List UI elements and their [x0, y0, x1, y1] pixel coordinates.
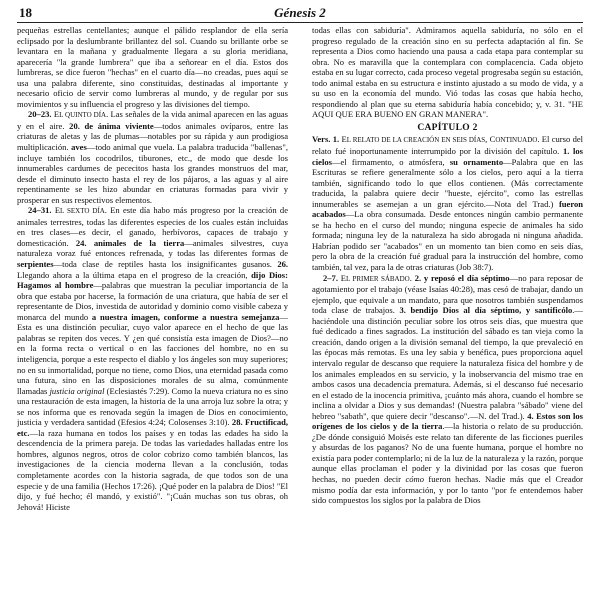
chapter-heading: CAPÍTULO 2	[417, 122, 478, 133]
right-column	[312, 25, 583, 600]
page-number: 18	[19, 5, 32, 20]
paragraph: pequeñas estrellas centellantes; aunque el pálido resplandor de ella sería eclipsado por la deslumbrante brillantez del sol. Cuando su brillante orbe se levantara en la mañana y gradualmente llegara a su gloria meridiana, aparecería "la grande lumbrera" que iba a señorear en el día. Estos dos lumbreras, se dice fueron "hechas" en el cuarto día—no creadas, pues aquí se usa una palabra diferente, sino constituidas, destinadas al importante y necesario oficio de servir como lumbreras al mundo, y de regular por sus movimientos y su influencia el progreso y las divisiones del tiempo.	[17, 25, 288, 109]
paragraph: 20–23. EL QUINTO DÍA. Las señales de la vida animal aparecen en las aguas y en el aire. 20. de ánima viviente—todos animales ovíparos, entre las criaturas de aletas y las de plumas—notables por su rápida y aun prodigiosa multiplicación. aves—todo animal que vuela. La palabra traducida "ballenas", incluye también los cocodrilos, tiburones, etc., de modo que desde los innumerables cardumes de pececitos hasta los grandes monstruos del mar, desde el diminuto insecto hasta el rey de los pájaros, a las aguas y al aire repentinamente se les hizo abundar en criaturas formadas para vivir y prosperar en sus respectivos elementos.	[17, 109, 288, 205]
running-title: Génesis 2	[274, 5, 326, 20]
left-column	[17, 25, 288, 600]
paragraph: 2–7. EL PRIMER SÁBADO. 2. y reposó el día séptimo—no para reposar de agotamiento por el trabajo (véase Isaías 40:28), mas cesó de trabajar, dando un ejemplo, que equivale a un mandato, para que nosotros también suspendamos toda clase de trabajos. 3. bendijo Dios al día séptimo, y santificólo.—haciéndole una distinción peculiar sobre los otros seis días, que muestra que fué dedicado a fines sagrados. La institución del sábado es tan vieja como la creación, dando origen a la división semanal del tiempo, la que prevaleció en las épocas más remotas. Es una ley sabia y benéfica, pues proporciona aquel intervalo regular de descanso que requiere la naturaleza física del hombre y de los animales empleados en su servicio, y la inobservancia del mismo trae en ambos casos una decadencia prematura. Además, si el descanso fué necesario en el estado de la inocencia primitiva, ¡cuánto más ahora, cuando el hombre se inclina a olvidar a Dios y sus demandas! (Nuestra palabra "sábado" viene del hebreo "sabath", que quiere decir "descanso".—N. del Trad.). 4. Estos son los orígenes de los cielos y de la tierra.—la historia o relato de su producción. ¿De dónde consiguió Moisés este relato tan diferente de las ficciones pueriles y absurdas de los paganos? No de una fuente humana, porque el hombre no existía para poder contemplarlo; ni de la luz de la naturaleza y la razón, porque aunque ellas proclaman el poder y la divinidad por las cosas que fueron hechas, no pueden decir cómo fueron hechas. Nadie más que el Creador mismo podía dar esta información, y por lo tanto "por fe entendemos haber sido compuestos los siglos por la palabra de Dios	[312, 272, 583, 506]
page-header	[17, 4, 583, 23]
paragraph: Vers. 1. EL RELATO DE LA CREACIÓN EN SEIS DÍAS, CONTINUADO. El curso del relato fué inoportunamente interrumpido por la división del capítulo. 1. los cielos—el firmamento, o atmósfera, su ornamento—Palabra que en las Escrituras se refiere generalmente sólo a los cielos, pero aquí a la tierra también, significando todo lo que ellos contienen. (Más correctamente traducida, la palabra quiere decir "hueste, ejército", como las estrellas innumerables se asemejan a un gran ejército.—Nota del Trad.) fueron acabados—La obra consumada. Desde entonces ningún cambio permanente se ha hecho en el curso del mundo; ninguna especie de animales ha sido formada; ninguna ley de la naturaleza ha sido abrogada ni ninguna añadida. Habrían podido ser "acabados" en un momento tan bien como en seis días, pero la obra de la creación fué gradual para la instrucción del hombre, como también, tal vez, para la de otras criaturas (Job 38:7).	[312, 134, 583, 273]
paragraph: 24–31. EL SEXTO DÍA. En este día habo más progreso por la creación de animales terrestres, todas las diferentes especies de los cuales están incluidas en tres clases—es decir, el ganado, herbívoros, capaces de trabajo y domesticación. 24. animales de la tierra—animales silvestres, cuya naturaleza voraz fué entonces refrenada, y todas las diferentes formas de serpientes—toda clase de reptiles hasta los insignificantes gusanos. 26. Llegando ahora a la última etapa en el progreso de la creación, dijo Dios: Hagamos al hombre—palabras que muestran la peculiar importancia de la obra que estaba por hacerse, la formación de una criatura, que había de ser el representante de Dios, investida de autoridad y dominio como visible cabeza y monarca del mundo a nuestra imagen, conforme a nuestra semejanza—Esta es una distinción peculiar, cuyo valor aparece en el hecho de que las palabras se repiten dos veces. Y ¿en qué consistía esta imagen de Dios?—no en la forma recta o vertical o en las facciones del hombre, no en su inteligencia, porque a este respecto el diablo y los ángeles son muy superiores; no en su inmortalidad, porque no tiene, como Dios, una eternidad pasada como una futura, sino en las disposiciones morales de su alma, comúnmente llamadas justicia original (Eclesiastés 7:29). Como la nueva criatura no es sino una restauración de esta imagen, la historia de la una arroja luz sobre la otra; y se nos informa que es renovada según la imagen de Dios en conocimiento, justicia y verdadera santidad (Efesios 4:24; Colosenses 3:10). 28. Fructificad, etc.—la raza humana en todos los países y en todas las edades ha sido la descendencia de la primera pareja. De todas las variedades halladas entre los hombres, algunos negros, otros de color cobrizo como también blancos, las investigaciones de la ciencia moderna llevan a la conclusión, todas completamente acordes con la historia sagrada, de que todos son de una especie y de una familia (Hechos 17:26). ¡Qué poder en la palabra de Dios! "El dijo, y fué hecho; él mandó, y existió". "¡Cuán muchas son tus obras, oh Jehová! Hiciste	[17, 205, 288, 512]
paragraph: todas ellas con sabiduría". Admiramos aquella sabiduría, no sólo en el progreso regulado de la creación sino en su perfecta adaptación al fin. Se representa a Dios como haciendo una pausa a cada etapa para contemplar su obra. No es maravilla que la contemplara con complacencia. Cada objeto estaba en su lugar correcto, cada proceso vegetal progresaba según su estación, todo animal estaba en su estructura e instinto ajustado a su modo de vida, y a su uso en la economía del mundo. Vió todas las cosas que había hecho, respondiendo al plan que su eterna sabiduría había concebido; y, v. 31. "HE AQUI QUE ERA BUENO EN GRAN MANERA".	[312, 25, 583, 120]
